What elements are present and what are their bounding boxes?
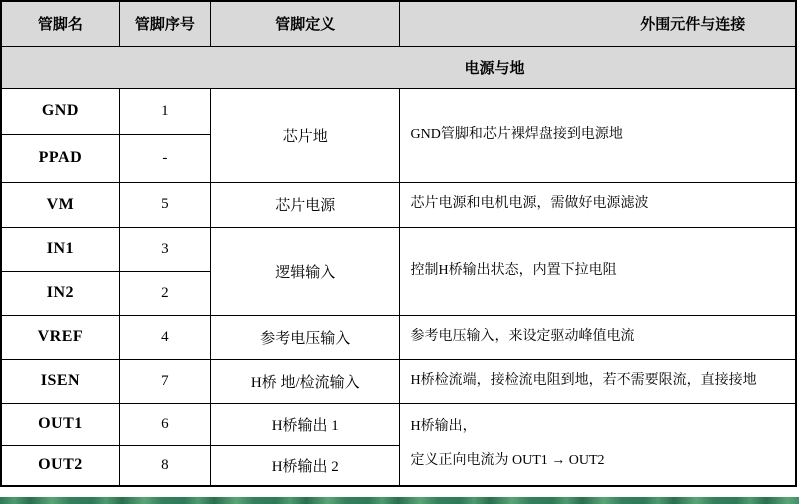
pin-num-vm: 5 — [119, 182, 210, 227]
pin-name-vm: VM — [1, 182, 119, 227]
pin-desc-isen: H桥检流端，接检流电阻到地，若不需要限流，直接接地 — [400, 359, 796, 403]
pin-def-isen: H桥 地/检流输入 — [211, 359, 400, 403]
table-header-row — [1, 1, 796, 46]
pin-num-ppad: - — [119, 134, 210, 182]
section-row-power-and-ground — [1, 46, 796, 88]
pin-num-vref: 4 — [119, 315, 210, 359]
pin-name-out2: OUT2 — [1, 445, 119, 486]
pin-num-isen: 7 — [119, 359, 210, 403]
pin-def-chip-ground: 芯片地 — [211, 88, 400, 182]
pin-def-out2: H桥输出 2 — [211, 445, 400, 486]
pin-name-ppad: PPAD — [1, 134, 119, 182]
table-row-in1 — [1, 227, 796, 271]
pin-num-out1: 6 — [119, 403, 210, 445]
pin-num-in1: 3 — [119, 227, 210, 271]
table-row-vm — [1, 182, 796, 227]
table-row-vref — [1, 315, 796, 359]
pin-def-out1: H桥输出 1 — [211, 403, 400, 445]
table-row-gnd — [1, 88, 796, 134]
pin-desc-vref: 参考电压输入，来设定驱动峰值电流 — [400, 315, 796, 359]
pin-desc-logic-input: 控制H桥输出状态，内置下拉电阻 — [400, 227, 796, 315]
bottom-green-strip — [0, 497, 799, 504]
section-title: 电源与地 — [1, 46, 796, 88]
h-bridge-output-desc-line2: 定义正向电流为 OUT1 → OUT2 — [410, 452, 605, 468]
pin-num-in2: 2 — [119, 271, 210, 315]
pin-name-in2: IN2 — [1, 271, 119, 315]
pin-desc-chip-ground: GND管脚和芯片裸焊盘接到电源地 — [400, 88, 796, 182]
col-header-pin-name: 管脚名 — [1, 1, 119, 46]
col-header-pin-number: 管脚序号 — [119, 1, 210, 46]
pin-name-in1: IN1 — [1, 227, 119, 271]
table-row-isen — [1, 359, 796, 403]
pin-desc-vm: 芯片电源和电机电源，需做好电源滤波 — [400, 182, 796, 227]
pin-def-logic-input: 逻辑输入 — [211, 227, 400, 315]
pin-desc-h-bridge-output — [400, 403, 796, 486]
pin-num-out2: 8 — [119, 445, 210, 486]
h-bridge-output-desc-line1: H桥输出， — [410, 418, 477, 434]
table-row-out1 — [1, 403, 796, 445]
pin-def-vref: 参考电压输入 — [211, 315, 400, 359]
pin-name-isen: ISEN — [1, 359, 119, 403]
pin-name-gnd: GND — [1, 88, 119, 134]
col-header-peripheral-connection: 外围元件与连接 — [400, 1, 796, 46]
pin-name-vref: VREF — [1, 315, 119, 359]
pin-num-gnd: 1 — [119, 88, 210, 134]
pin-name-out1: OUT1 — [1, 403, 119, 445]
col-header-pin-definition: 管脚定义 — [211, 1, 400, 46]
pin-def-vm: 芯片电源 — [211, 182, 400, 227]
